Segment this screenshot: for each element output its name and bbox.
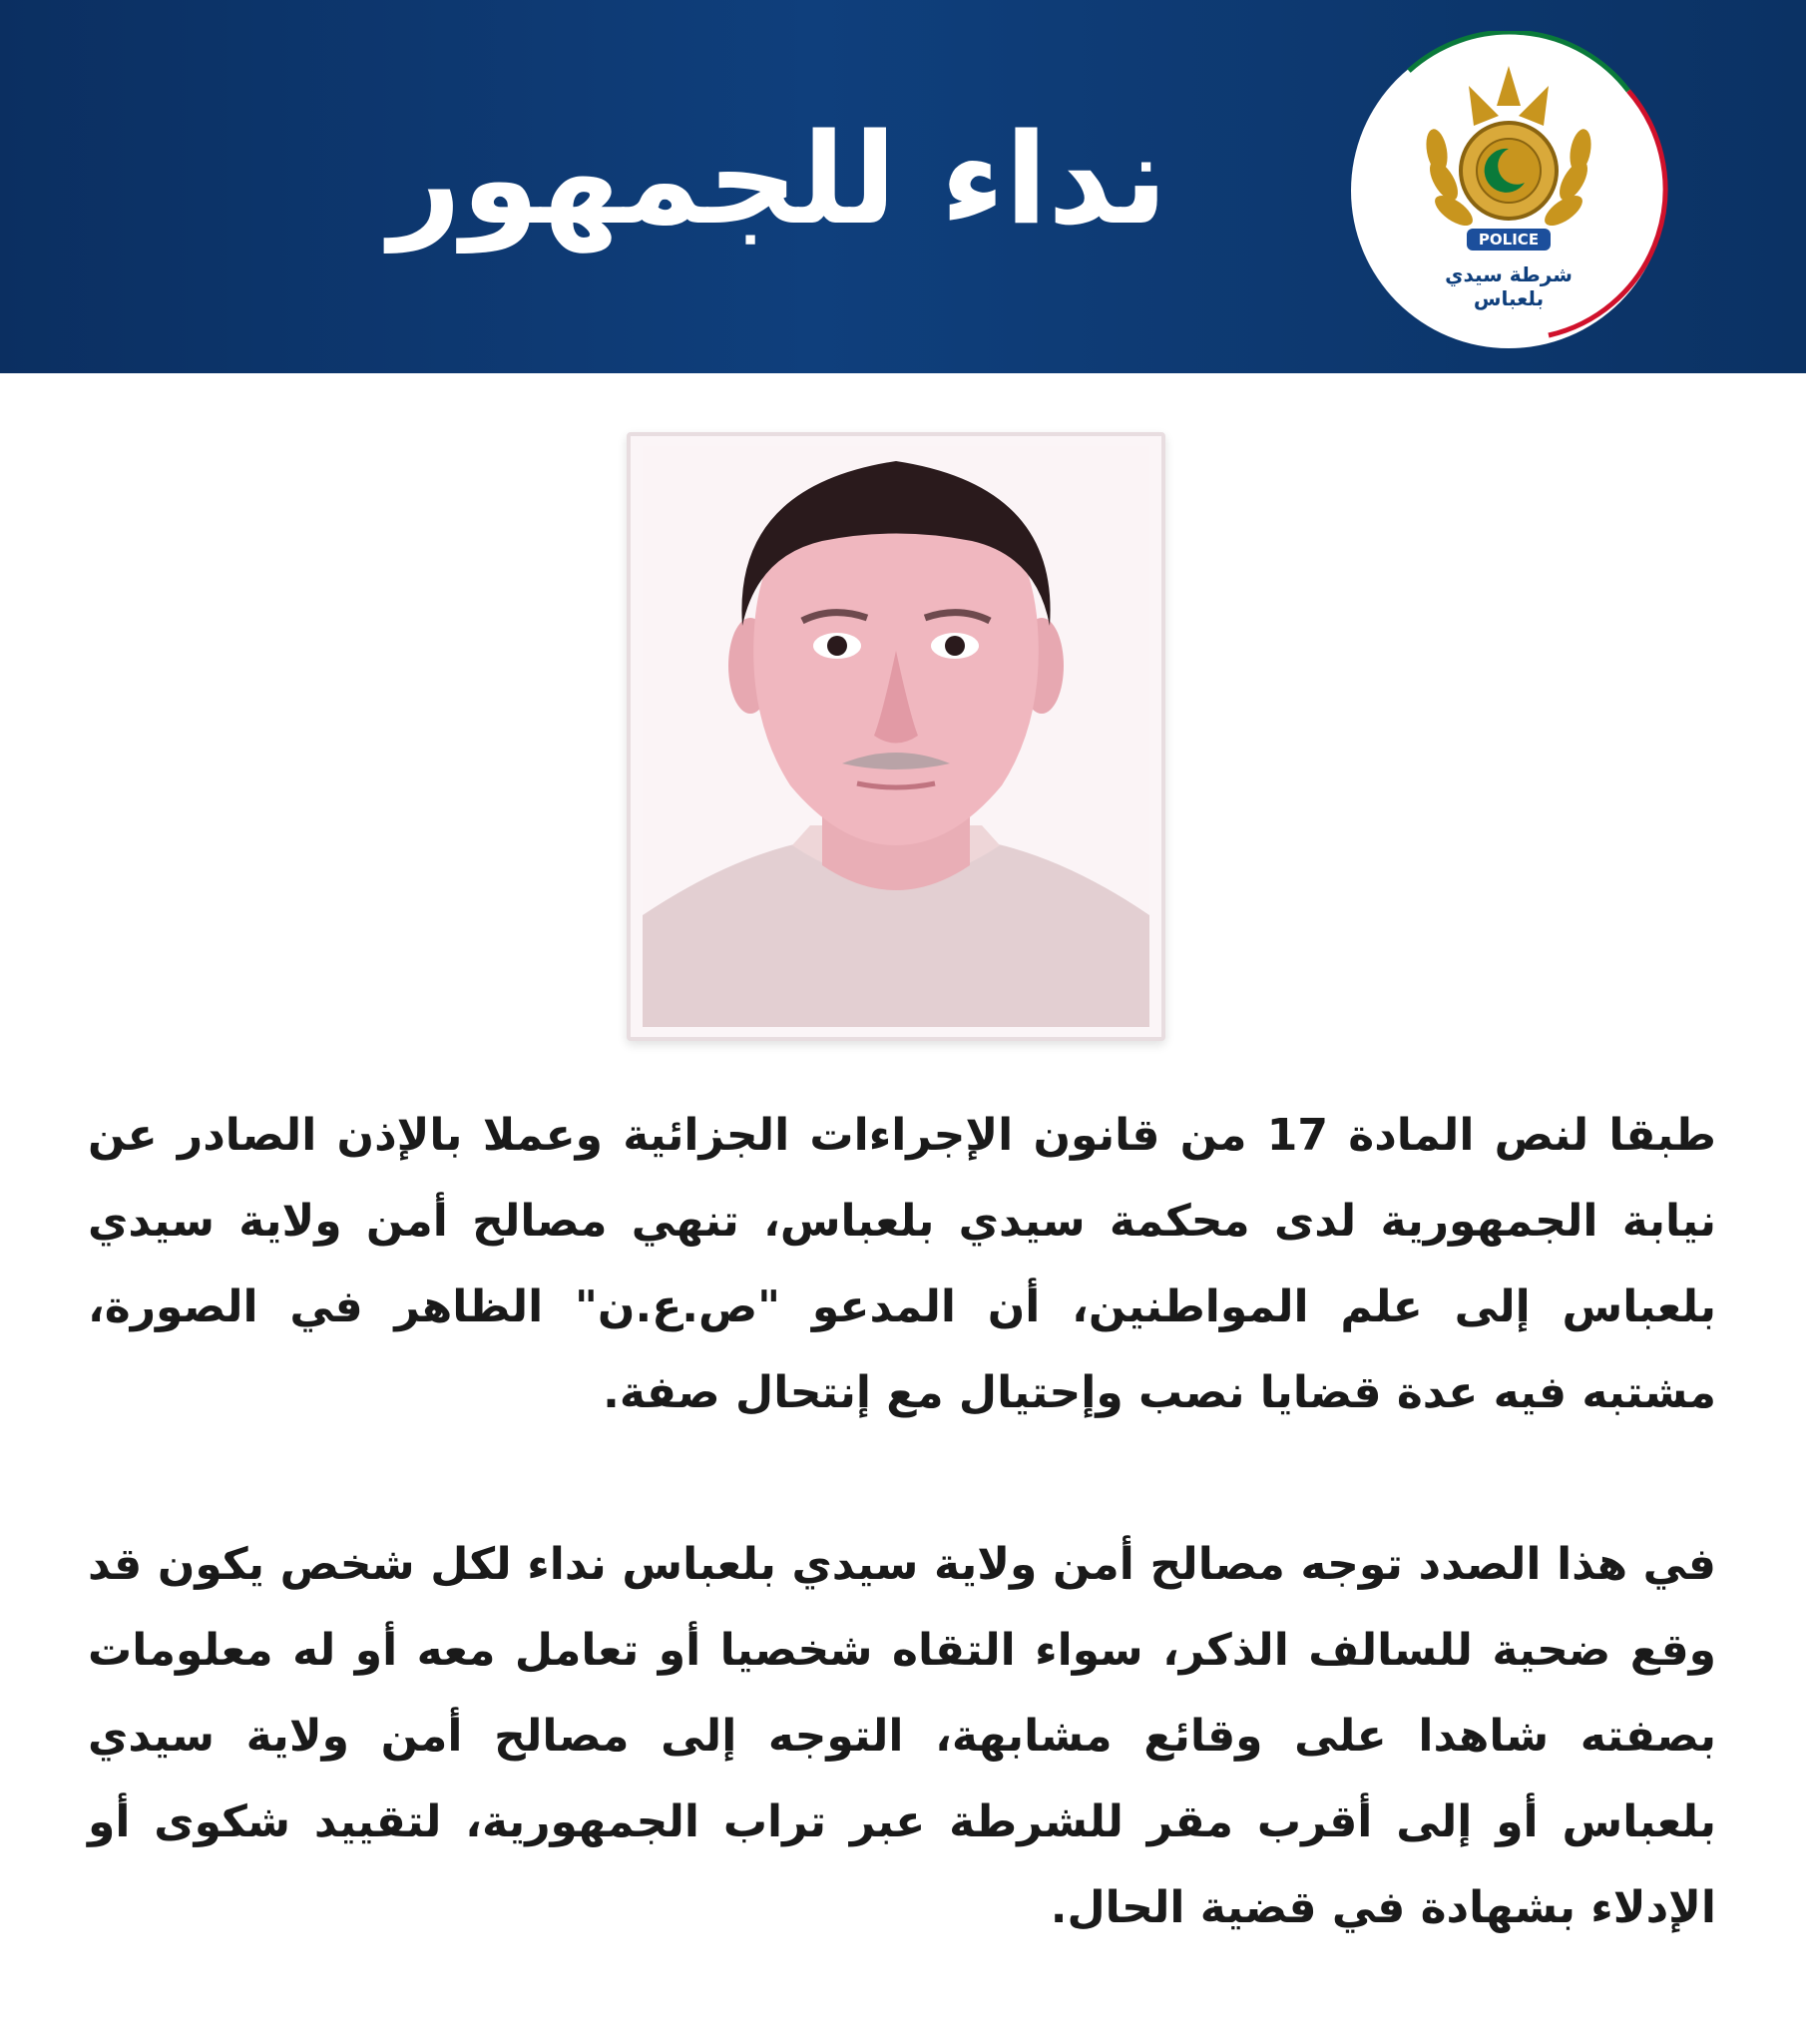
paragraph-2: في هذا الصدد توجه مصالح أمن ولاية سيدي بلعباس نداء لكل شخص يكون قد وقع ضحية للسالف الذكر، سواء التقاه شخصيا أو تعامل معه أو له معلومات بصفته شاهدا على وقائع مشابهة، التوجه إلى مصالح أمن ولاية سيدي بلعباس أو إلى أقرب مقر للشرطة عبر تراب الجمهورية، لتقييد شكوى أو الإدلاء بشهادة في قضية الحال.	[88, 1539, 1716, 1933]
page-title: نداء للجمهور	[388, 106, 1168, 253]
suspect-photo	[627, 432, 1165, 1041]
badge-label: POLICE	[1478, 231, 1540, 249]
logo-caption: شرطة سيدي بلعباس	[1445, 262, 1573, 310]
police-logo	[1349, 31, 1668, 350]
announcement-text	[88, 1093, 1716, 1951]
portrait-image	[643, 446, 1149, 1027]
header-banner	[0, 0, 1806, 373]
paragraph-1: طبقا لنص المادة 17 من قانون الإجراءات الجزائية وعملا بالإذن الصادر عن نيابة الجمهورية لدى محكمة سيدي بلعباس، تنهي مصالح أمن ولاية سيدي بلعباس إلى علم المواطنين، أن المدعو "ص.ع.ن" الظاهر في الصورة، مشتبه فيه عدة قضايا نصب وإحتيال مع إنتحال صفة.	[88, 1110, 1716, 1418]
